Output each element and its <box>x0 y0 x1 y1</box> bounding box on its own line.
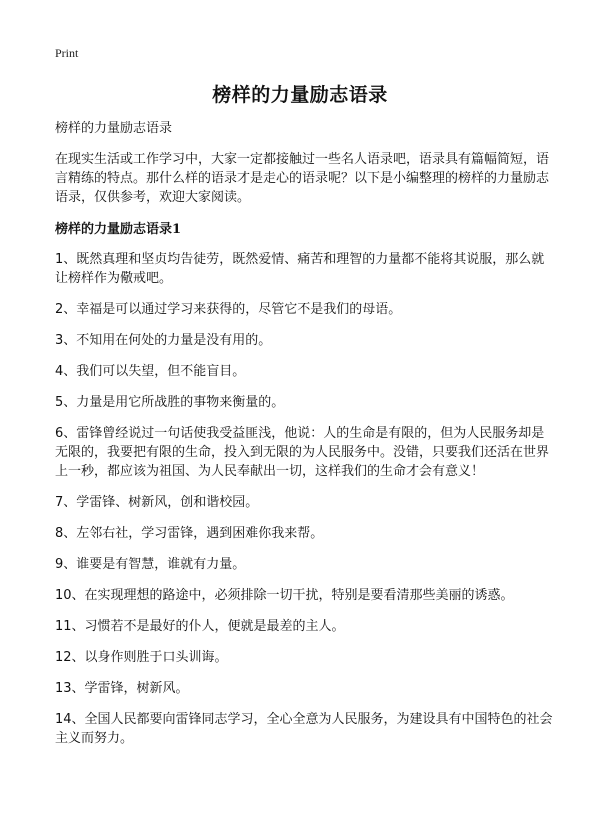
print-link[interactable]: Print <box>55 46 79 60</box>
quote-item: 4、我们可以失望，但不能盲目。 <box>55 364 246 379</box>
quote-item: 9、谁要是有智慧，谁就有力量。 <box>55 557 246 572</box>
quote-item: 1、既然真理和坚贞均告徒劳，既然爱情、痛苦和理智的力量都不能将其说服，那么就让榜样作为儆戒吧。 <box>55 252 545 286</box>
quote-item: 2、幸福是可以通过学习来获得的，尽管它不是我们的母语。 <box>55 302 402 317</box>
quote-list <box>55 250 553 748</box>
section-heading: 榜样的力量励志语录1 <box>55 222 182 237</box>
quote-item: 8、左邻右社，学习雷锋，遇到困难你我来帮。 <box>55 526 324 541</box>
quote-item: 11、习惯若不是最好的仆人，便就是最差的主人。 <box>55 619 345 634</box>
page-title: 榜样的力量励志语录 <box>212 84 388 106</box>
quote-item: 14、全国人民都要向雷锋同志学习，全心全意为人民服务，为建设具有中国特色的社会主义而努力。 <box>55 712 553 746</box>
quote-item: 5、力量是用它所战胜的事物来衡量的。 <box>55 395 285 410</box>
quote-item: 6、雷锋曾经说过一句话使我受益匪浅，他说：人的生命是有限的，但为人民服务却是无限的，我要把有限的生命，投入到无限的为人民服务中。没错，只要我们还活在世界上一秒，都应该为祖国、为人民奉献出一切，这样我们的生命才会有意义！ <box>55 426 550 479</box>
quote-item: 13、学雷锋，树新风。 <box>55 681 189 696</box>
quote-item: 3、不知用在何处的力量是没有用的。 <box>55 333 272 348</box>
article-subtitle: 榜样的力量励志语录 <box>55 121 173 136</box>
article-body <box>55 119 553 760</box>
quote-item: 7、学雷锋、树新风，创和谐校园。 <box>55 495 259 510</box>
quote-item: 10、在实现理想的路途中，必须排除一切干扰，特别是要看清那些美丽的诱惑。 <box>55 588 514 603</box>
quote-item: 12、以身作则胜于口头训诲。 <box>55 650 228 665</box>
intro-paragraph: 在现实生活或工作学习中，大家一定都接触过一些名人语录吧，语录具有篇幅简短，语言精练的特点。那什么样的语录才是走心的语录呢？以下是小编整理的榜样的力量励志语录，仅供参考，欢迎大家阅读。 <box>55 152 550 205</box>
